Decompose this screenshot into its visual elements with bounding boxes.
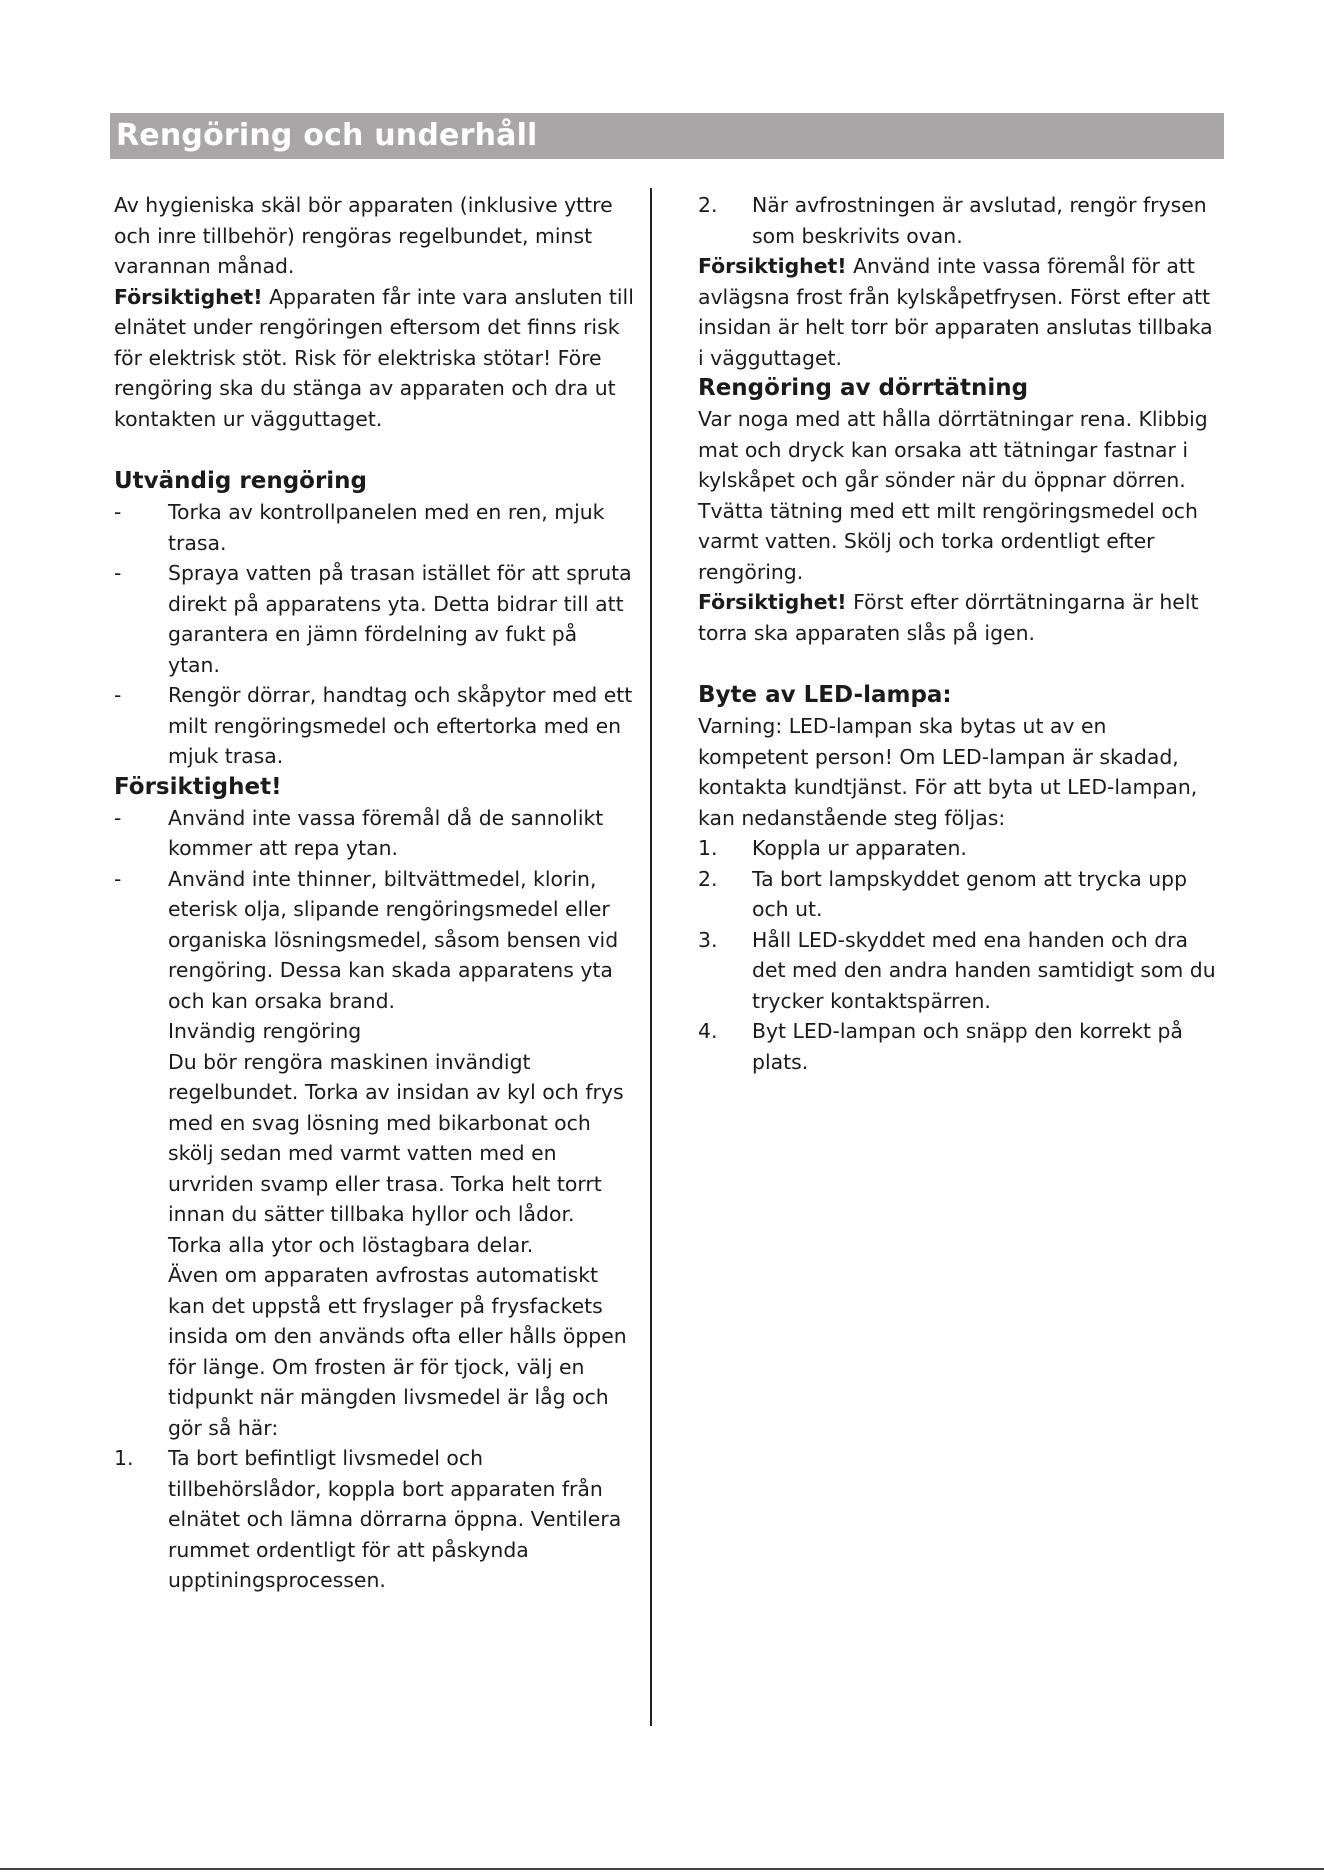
step-text: När avfrostningen är avslutad, rengör frysen som beskrivits ovan. [752, 193, 1207, 248]
list-item [114, 558, 634, 680]
step-item [698, 190, 1223, 251]
step-number: 2. [698, 866, 718, 891]
door-seal-warning [698, 587, 1223, 648]
intro-paragraph: Av hygieniska skäl bör apparaten (inklusive yttre och inre tillbehör) rengöras regelbundet, minst varannan månad. [114, 193, 613, 278]
bullet-marker: - [114, 683, 122, 707]
step-text: Byt LED-lampan och snäpp den korrekt på plats. [752, 1019, 1183, 1074]
step-text: Håll LED-skyddet med ena handen och dra det med den andra handen samtidigt som du trycker kontaktspärren. [752, 927, 1216, 1013]
list-item [114, 803, 634, 864]
list-item-text: Använd inte thinner, biltvättmedel, klorin, eterisk olja, slipande rengöringsmedel eller organiska lösningsmedel, såsom bensen vid rengöring. Dessa kan skada apparatens yta och kan orsaka brand. [168, 866, 619, 1013]
page-title: Rengöring och underhåll [116, 118, 538, 153]
section-header-bar [110, 113, 1224, 159]
warning-label: Försiktighet! [698, 254, 847, 278]
step-item [698, 925, 1223, 1017]
list-item-text: Torka av kontrollpanelen med en ren, mjuk trasa. [168, 500, 605, 555]
step-number: 2. [698, 193, 718, 217]
list-item-text: Rengör dörrar, handtag och skåpytor med ett milt rengöringsmedel och eftertorka med en mjuk trasa. [168, 683, 633, 768]
list-item-text: Spraya vatten på trasan istället för att spruta direkt på apparatens yta. Detta bidrar till att garantera en jämn fördelning av fukt på ytan. [168, 561, 632, 677]
step-number: 1. [698, 836, 718, 860]
bullet-marker: - [114, 866, 122, 891]
defrost-text: Även om apparaten avfrostas automatiskt kan det uppstå ett fryslager på frysfackets insida om den används ofta eller hålls öppen för länge. Om frosten är för tjock, välj en tidpunkt när mängden livsmedel är låg och gör så här: [168, 1263, 627, 1440]
bullet-marker: - [114, 500, 122, 524]
list-item [114, 864, 634, 1017]
step-item [698, 1016, 1223, 1077]
left-column [114, 190, 634, 1596]
list-item [114, 680, 634, 772]
bullet-marker: - [114, 561, 122, 585]
warning-text: Först efter dörrtätningarna är helt torra ska apparaten slås på igen. [698, 590, 1199, 645]
right-column [698, 190, 1223, 1077]
led-heading: Byte av LED-lampa: [698, 682, 952, 708]
step-item [114, 1443, 634, 1596]
step-item [698, 833, 1223, 864]
list-item-text: Använd inte vassa föremål då de sannolikt kommer att repa ytan. [168, 805, 604, 860]
step-number: 3. [698, 927, 718, 952]
footer-rule [0, 1868, 1324, 1870]
interior-cleaning-text: Du bör rengöra maskinen invändigt regelbundet. Torka av insidan av kyl och frys med en svag lösning med bikarbonat och skölj sedan med varmt vatten med en urvriden svamp eller trasa. Torka helt torrt innan du sätter tillbaka hyllor och lådor. Torka alla ytor och löstagbara delar. [168, 1049, 624, 1257]
step-text: Koppla ur apparaten. [752, 836, 967, 860]
warning-text: Apparaten får inte vara ansluten till elnätet under rengöringen eftersom det finns risk för elektrisk stöt. Risk för elektriska stötar! Före rengöring ska du stänga av apparaten och dra ut kontakten ur vägguttaget. [114, 284, 634, 431]
freezer-warning [698, 251, 1223, 373]
step-number: 4. [698, 1019, 718, 1043]
door-seal-heading: Rengöring av dörrtätning [698, 375, 1029, 401]
warning-label: Försiktighet! [114, 284, 263, 309]
warning-label: Försiktighet! [698, 590, 847, 614]
warning-text: Använd inte vassa föremål för att avlägsna frost från kylskåpetfrysen. Först efter att insidan är helt torr bör apparaten anslutas tillbaka i vägguttaget. [698, 254, 1213, 370]
door-seal-text: Var noga med att hålla dörrtätningar rena. Klibbig mat och dryck kan orsaka att tätningar fastnar i kylskåpet och går sönder när du öppnar dörren. Tvätta tätning med ett milt rengöringsmedel och varmt vatten. Skölj och torka ordentligt efter rengöring. [698, 407, 1208, 584]
caution-heading: Försiktighet! [114, 773, 282, 800]
step-text: Ta bort befintligt livsmedel och tillbehörslådor, koppla bort apparaten från elnätet och lämna dörrarna öppna. Ventilera rummet ordentligt för att påskynda upptiningsprocessen. [168, 1446, 622, 1592]
interior-cleaning-title: Invändig rengöring [168, 1019, 362, 1043]
step-text: Ta bort lampskyddet genom att trycka upp och ut. [752, 866, 1188, 921]
list-item [114, 497, 634, 558]
exterior-cleaning-heading: Utvändig rengöring [114, 468, 368, 494]
bullet-marker: - [114, 805, 122, 830]
led-text: Varning: LED-lampan ska bytas ut av en kompetent person! Om LED-lampan är skadad, kontakta kundtjänst. För att byta ut LED-lampan, kan nedanstående steg följas: [698, 714, 1198, 830]
intro-warning [114, 282, 634, 435]
step-item [698, 864, 1223, 925]
column-divider [650, 188, 652, 1726]
step-number: 1. [114, 1446, 134, 1470]
